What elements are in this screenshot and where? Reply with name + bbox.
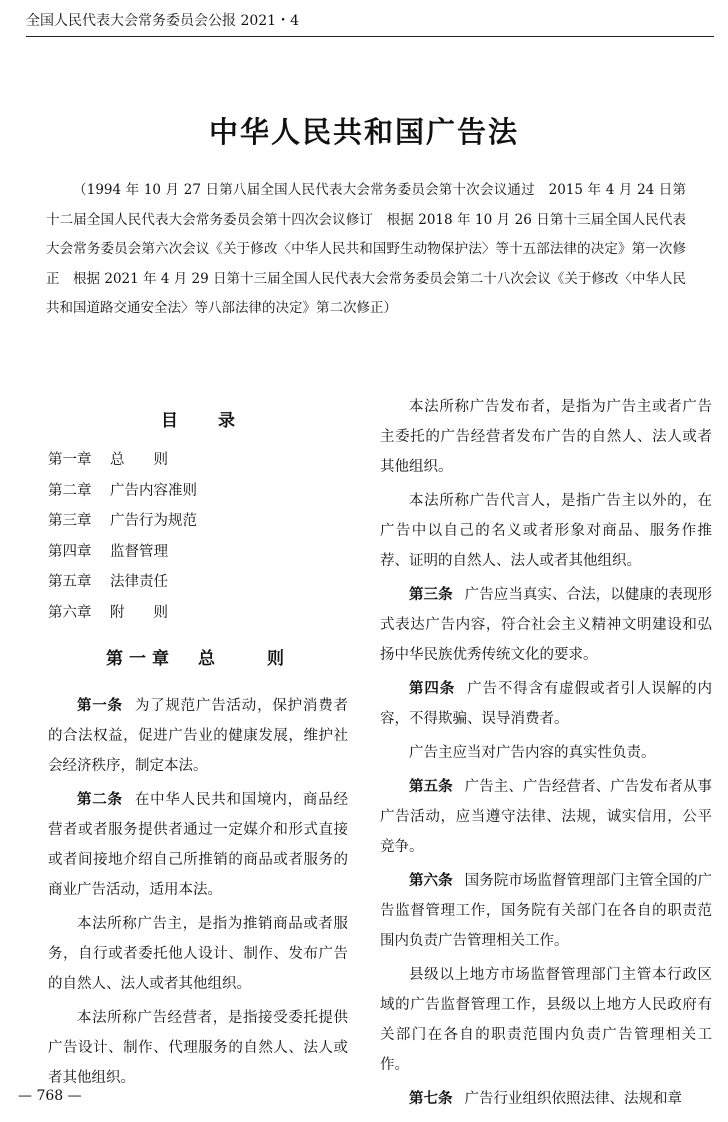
article-text: 广告应当真实、合法，以健康的表现形式表达广告内容，符合社会主义精神文明建设和弘扬中华民族优秀传统文化的要求。: [380, 587, 713, 663]
article-number: 第四条: [409, 680, 456, 697]
toc-item-number: 第一章: [48, 452, 92, 468]
toc-item: [48, 598, 348, 629]
article-paragraph: [380, 580, 712, 670]
article-paragraph: [380, 772, 712, 862]
article-number: 第七条: [409, 1090, 453, 1107]
toc-item: [48, 567, 348, 598]
article-text: 为了规范广告活动，保护消费者的合法权益，促进广告业的健康发展，维护社会经济秩序，制定本法。: [48, 698, 348, 774]
article-number: 第六条: [409, 872, 453, 889]
toc-title: 目录: [161, 411, 275, 431]
toc-item-name: 监督管理: [110, 543, 168, 560]
article-paragraph: [48, 785, 348, 905]
toc-item-number: 第四章: [48, 543, 92, 560]
toc-item: [48, 506, 348, 537]
article-paragraph: [380, 392, 712, 482]
article-paragraph: [380, 866, 712, 956]
toc-item-number: 第五章: [48, 574, 92, 590]
table-of-contents: [48, 445, 348, 628]
article-text: 本法所称广告主，是指为推销商品或者服务，自行或者委托他人设计、制作、发布广告的自然人、法人或者其他组织。: [48, 916, 348, 992]
chapter-heading: 第一章 总 则: [106, 649, 290, 669]
article-paragraph: [48, 1003, 348, 1093]
toc-item-name: 法律责任: [110, 574, 168, 590]
toc-item-name: 广告内容准则: [110, 482, 197, 499]
article-paragraph: [380, 674, 712, 734]
toc-item-name: 附 则: [110, 604, 168, 621]
article-number: 第三条: [409, 586, 453, 603]
article-number: 第一条: [77, 697, 123, 714]
right-column: [380, 392, 712, 1118]
article-text: 县级以上地方市场监督管理部门主管本行政区域的广告监督管理工作，县级以上地方人民政府有关部门在各自的职责范围内负责广告管理相关工作。: [380, 967, 712, 1073]
journal-header: [26, 10, 714, 37]
article-paragraph: [48, 691, 348, 781]
article-paragraph: [380, 486, 712, 576]
toc-item-number: 第六章: [48, 604, 92, 621]
article-paragraph: [380, 738, 712, 768]
law-title: 中华人民共和国广告法: [208, 115, 519, 149]
article-paragraph: [380, 960, 712, 1080]
article-text: 国务院市场监督管理部门主管全国的广告监督管理工作，国务院有关部门在各自的职责范围内负责广告管理相关工作。: [380, 873, 713, 949]
article-text: 本法所称广告代言人，是指广告主以外的，在广告中以自己的名义或者形象对商品、服务作推荐、证明的自然人、法人或者其他组织。: [380, 493, 712, 569]
toc-item-number: 第三章: [48, 513, 92, 529]
article-text: 在中华人民共和国境内，商品经营者或者服务提供者通过一定媒介和形式直接或者间接地介绍自己所推销的商品或者服务的商业广告活动，适用本法。: [48, 792, 348, 898]
article-paragraph: [380, 1084, 712, 1114]
toc-item: [48, 537, 348, 568]
toc-item-name: 广告行为规范: [110, 513, 197, 529]
left-column: [48, 392, 348, 1097]
toc-item: [48, 445, 348, 476]
article-number: 第五条: [409, 778, 453, 795]
article-text: 广告不得含有虚假或者引人误解的内容，不得欺骗、误导消费者。: [380, 681, 713, 727]
article-text: 本法所称广告经营者，是指接受委托提供广告设计、制作、代理服务的自然人、法人或者其他组织。: [48, 1010, 348, 1086]
toc-item: [48, 476, 348, 507]
article-text: 广告主应当对广告内容的真实性负责。: [409, 745, 656, 761]
page-number: — 768 —: [18, 1088, 82, 1104]
article-text: 本法所称广告发布者，是指为广告主或者广告主委托的广告经营者发布广告的自然人、法人或者其他组织。: [380, 399, 712, 475]
journal-header-text: 全国人民代表大会常务委员会公报 2021・4: [26, 13, 299, 29]
toc-item-number: 第二章: [48, 482, 92, 499]
toc-item-name: 总 则: [110, 452, 168, 468]
legislative-history: （1994 年 10 月 27 日第八届全国人民代表大会常务委员会第十次会议通过 2015 年 4 月 24 日第十二届全国人民代表大会常务委员会第十四次会议修订 根据 2018 年 10 月 26 日第十三届全国人民代表大会常务委员会第六次会议《关于修改〈中华人民共和国野生动物保护法〉等十五部法律的决定》第一次修正 根据 2021 年 4 月 29 日第十三届全国人民代表大会常务委员会第二十八次会议《关于修改〈中华人民共和国道路交通安全法〉等八部法律的决定》第二次修正）: [46, 182, 686, 316]
article-number: 第二条: [77, 791, 123, 808]
article-text: 广告主、广告经营者、广告发布者从事广告活动，应当遵守法律、法规，诚实信用，公平竞争。: [380, 779, 713, 855]
article-text: 广告行业组织依照法律、法规和章: [464, 1091, 682, 1107]
article-paragraph: [48, 909, 348, 999]
